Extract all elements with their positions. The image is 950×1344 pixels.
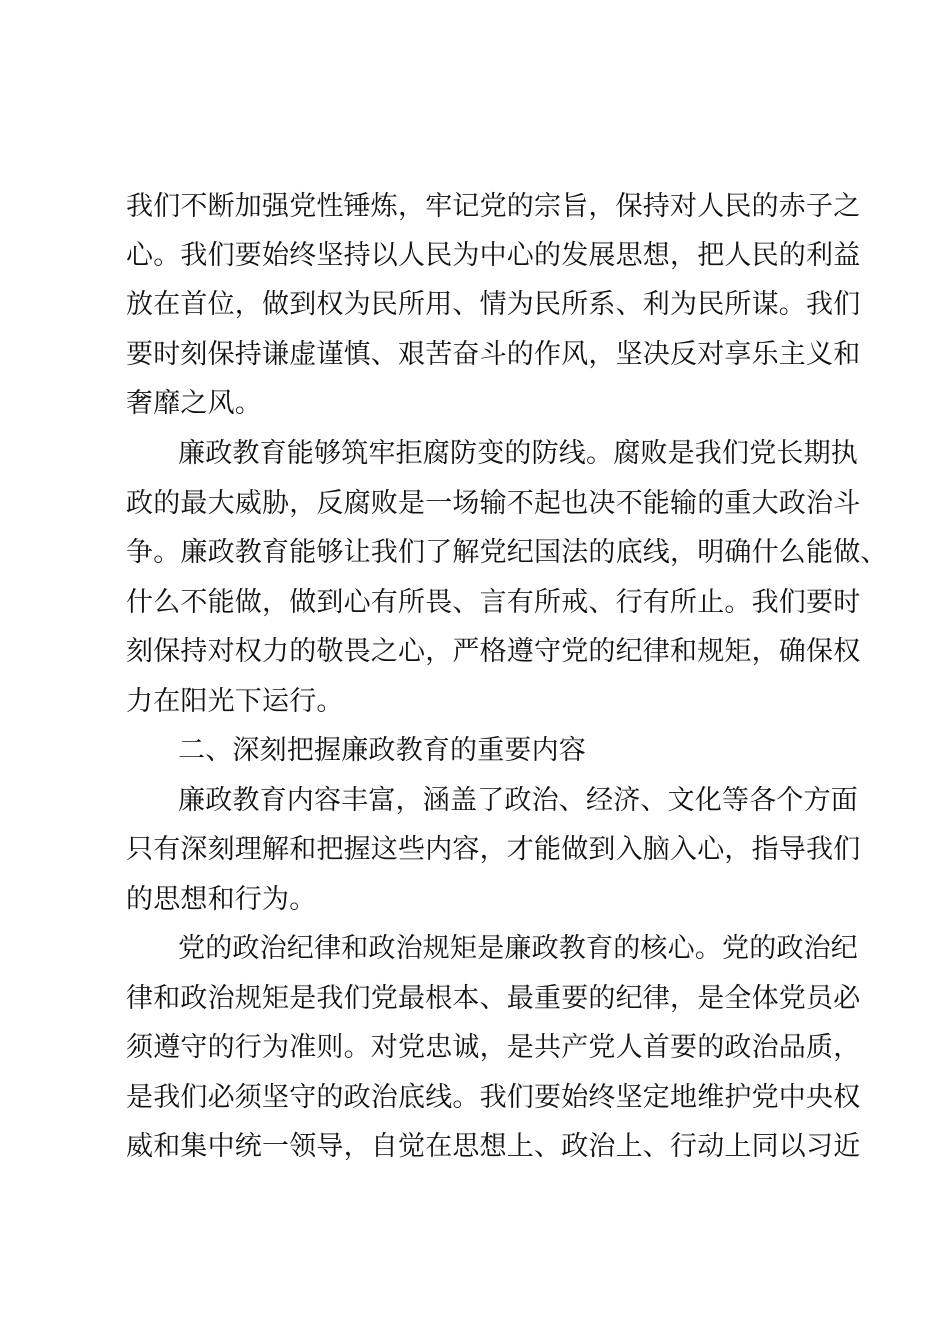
text-line: 放在首位，做到权为民所用、情为民所系、利为民所谋。我们	[126, 289, 861, 320]
text-line: 刻保持对权力的敬畏之心，严格遵守党的纪律和规矩，确保权	[126, 636, 861, 667]
text-line: 律和政治规矩是我们党最根本、最重要的纪律，是全体党员必	[126, 983, 861, 1014]
text-line: 只有深刻理解和把握这些内容，才能做到入脑入心，指导我们	[126, 834, 861, 865]
text-line: 威和集中统一领导，自觉在思想上、政治上、行动上同以习近	[126, 1131, 861, 1162]
paragraph-first-line: 廉政教育内容丰富，涵盖了政治、经济、文化等各个方面	[178, 785, 858, 816]
text-line: 什么不能做，做到心有所畏、言有所戒、行有所止。我们要时	[126, 587, 861, 618]
section-heading: 二、深刻把握廉政教育的重要内容	[178, 735, 586, 766]
text-line: 力在阳光下运行。	[126, 686, 344, 717]
text-line: 心。我们要始终坚持以人民为中心的发展思想，把人民的利益	[126, 240, 861, 271]
paragraph-first-line: 党的政治纪律和政治规矩是廉政教育的核心。党的政治纪	[178, 933, 858, 964]
text-line: 是我们必须坚守的政治底线。我们要始终坚定地维护党中央权	[126, 1082, 861, 1113]
text-line: 须遵守的行为准则。对党忠诚，是共产党人首要的政治品质，	[126, 1032, 861, 1063]
text-line: 政的最大威胁，反腐败是一场输不起也决不能输的重大政治斗	[126, 488, 861, 519]
text-line: 的思想和行为。	[126, 884, 317, 915]
text-line: 奢靡之风。	[126, 388, 262, 419]
paragraph-first-line: 廉政教育能够筑牢拒腐防变的防线。腐败是我们党长期执	[178, 438, 858, 469]
text-line: 我们不断加强党性锤炼，牢记党的宗旨，保持对人民的赤子之	[126, 191, 861, 222]
text-line: 争。廉政教育能够让我们了解党纪国法的底线，明确什么能做、	[126, 537, 888, 568]
text-line: 要时刻保持谦虚谨慎、艰苦奋斗的作风，坚决反对享乐主义和	[126, 339, 861, 370]
